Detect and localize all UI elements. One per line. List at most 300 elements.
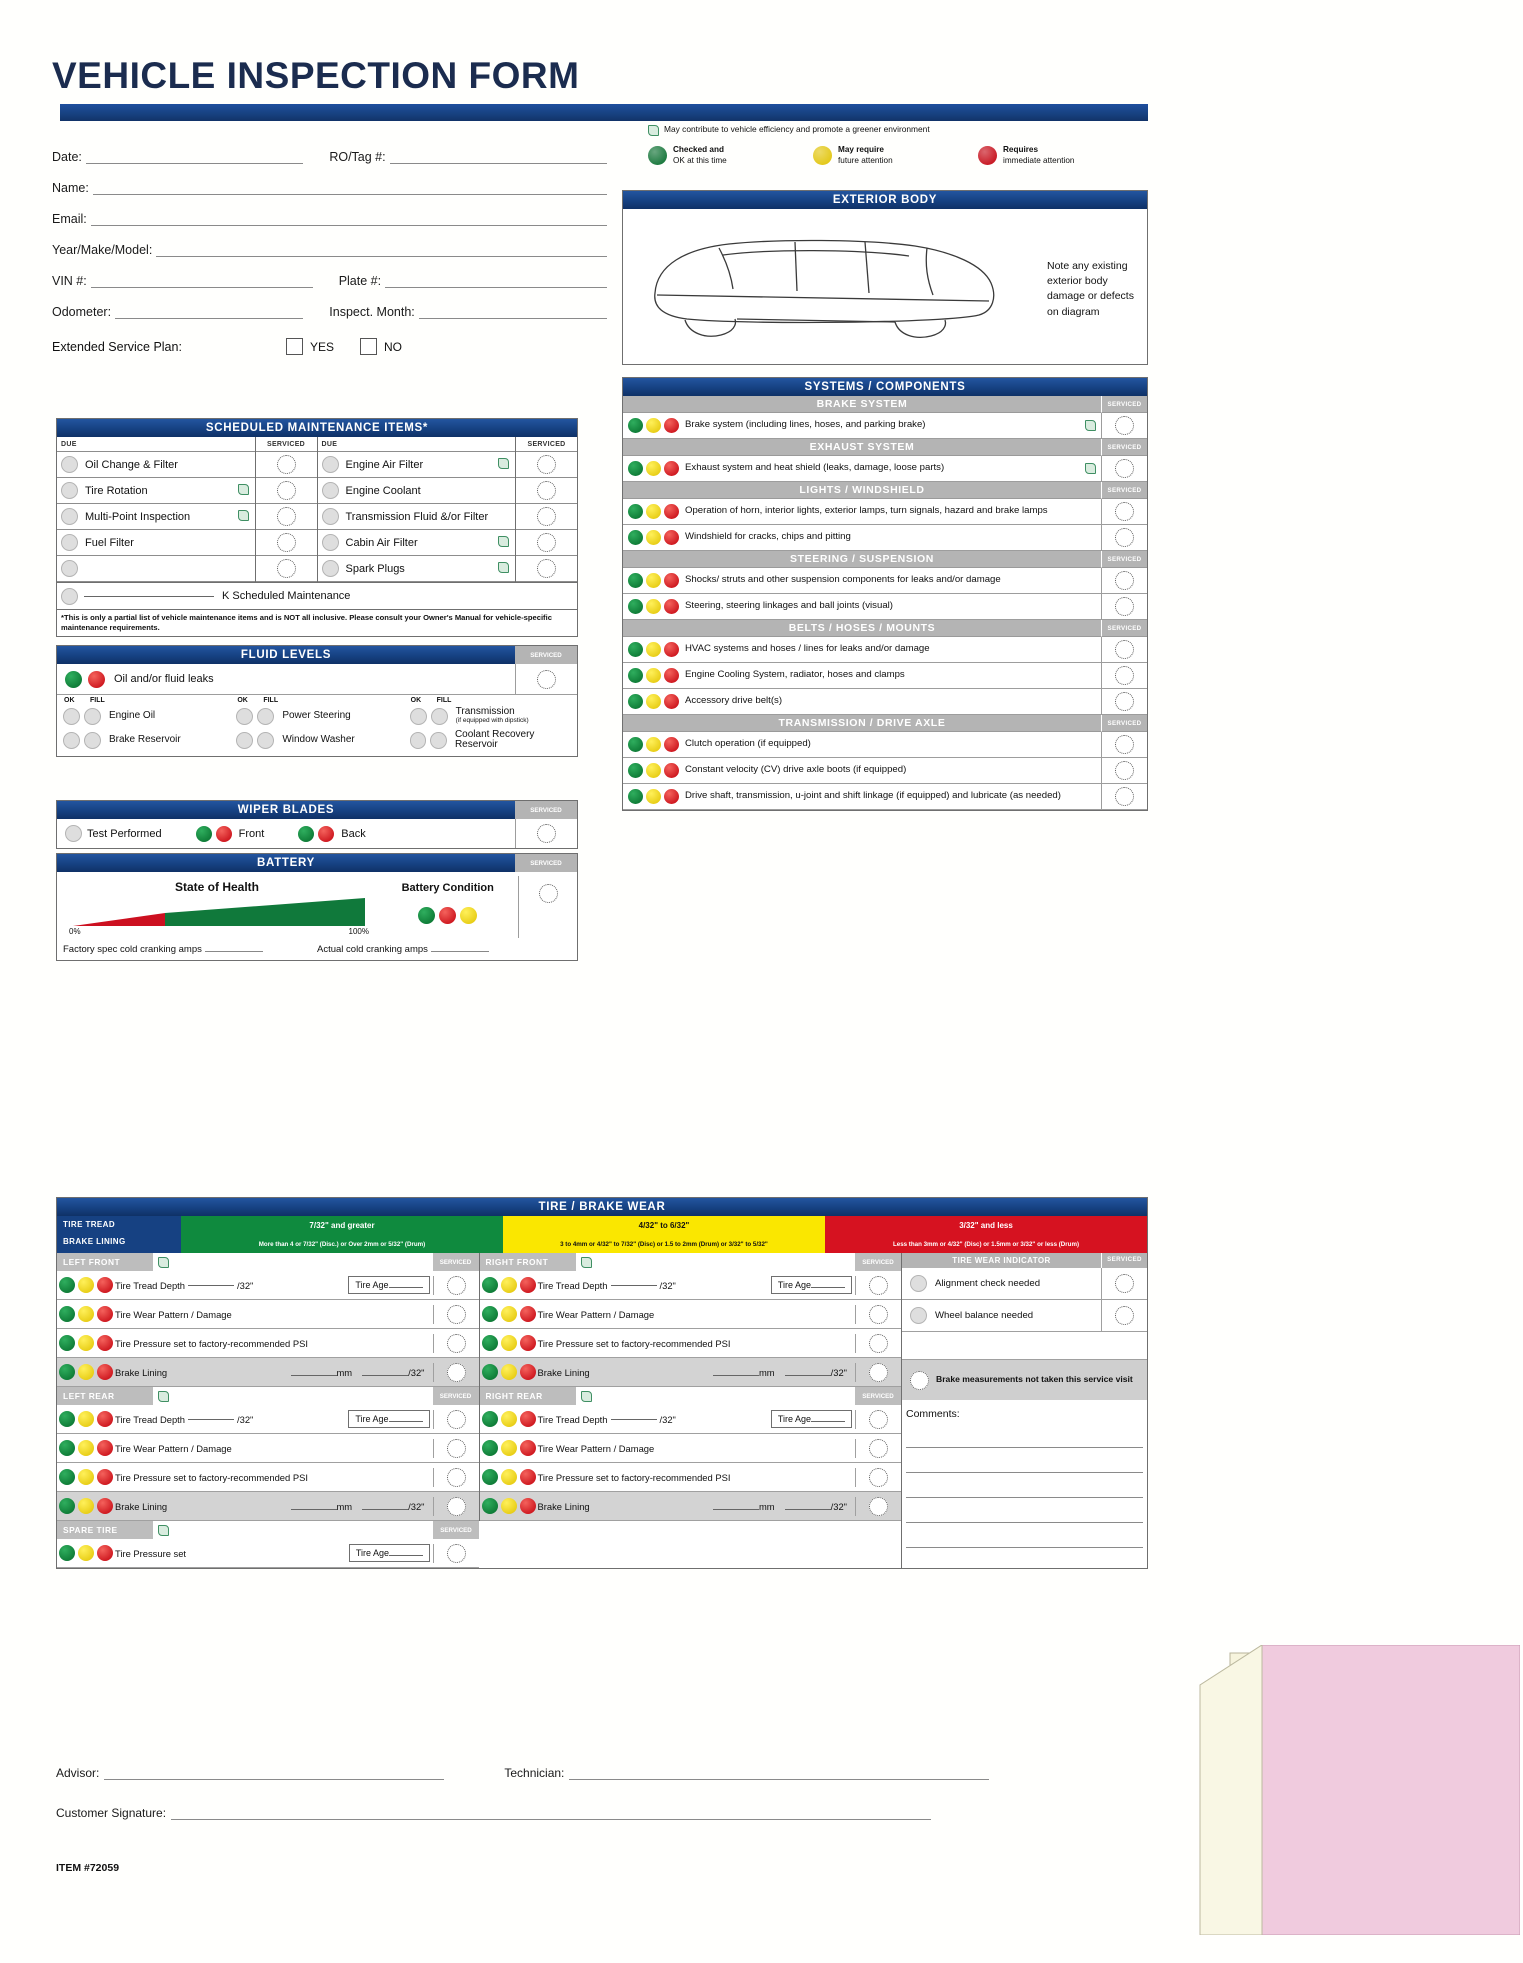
serviced-cell[interactable] [256, 478, 317, 504]
serviced-cell[interactable] [516, 556, 577, 582]
serviced-circle[interactable] [1115, 787, 1134, 806]
serviced-circle[interactable] [869, 1497, 888, 1516]
carbon-copy-corner [1190, 1645, 1520, 1935]
serviced-circle[interactable] [447, 1410, 466, 1429]
green-dot[interactable] [59, 1440, 75, 1456]
ok-circle[interactable] [410, 708, 427, 725]
red-dot[interactable] [520, 1306, 536, 1322]
red-dot[interactable] [664, 668, 679, 683]
yellow-dot[interactable] [646, 504, 661, 519]
battery-serviced-cell[interactable] [518, 876, 577, 938]
green-dot[interactable] [628, 461, 643, 476]
serviced-circle[interactable] [537, 824, 556, 843]
serviced-circle[interactable] [1115, 597, 1134, 616]
yellow-dot[interactable] [646, 599, 661, 614]
comments-line[interactable] [906, 1473, 1143, 1498]
red-dot[interactable] [520, 1277, 536, 1293]
wiper-front-label: Front [238, 827, 265, 840]
item-check-circle[interactable] [61, 482, 78, 499]
fluid-label-wrap [456, 707, 529, 724]
serviced-circle[interactable] [1115, 459, 1134, 478]
serviced-cell[interactable] [256, 504, 317, 530]
red-dot[interactable] [97, 1411, 113, 1427]
ok-circle[interactable] [410, 732, 427, 749]
ok-circle[interactable] [236, 732, 253, 749]
systems-row-text: Constant velocity (CV) drive axle boots (if equipped) [685, 764, 907, 776]
systems-row-serviced[interactable] [1101, 594, 1147, 619]
indicator-circle[interactable] [910, 1275, 927, 1292]
serviced-circle[interactable] [869, 1334, 888, 1353]
serviced-circle[interactable] [537, 507, 556, 526]
systems-subsection-name: TRANSMISSION / DRIVE AXLE [623, 715, 1101, 732]
tire-row-serviced[interactable] [433, 1497, 479, 1516]
serviced-circle[interactable] [447, 1363, 466, 1382]
indicator-circle[interactable] [910, 1307, 927, 1324]
item-check-circle[interactable] [61, 456, 78, 473]
green-dot[interactable] [628, 530, 643, 545]
serviced-circle[interactable] [447, 1305, 466, 1324]
yellow-dot[interactable] [78, 1498, 94, 1514]
green-dot[interactable] [59, 1364, 75, 1380]
serviced-circle[interactable] [869, 1305, 888, 1324]
tire-age-box[interactable] [348, 1410, 429, 1428]
factory-amps-input[interactable] [205, 951, 263, 952]
car-diagram[interactable] [627, 215, 1047, 360]
serviced-circle[interactable] [1115, 735, 1134, 754]
ok-circle[interactable] [236, 708, 253, 725]
serviced-circle[interactable] [869, 1439, 888, 1458]
lining-32-input[interactable] [785, 1509, 831, 1510]
serviced-circle[interactable] [537, 533, 556, 552]
red-dot[interactable] [97, 1335, 113, 1351]
systems-row-serviced[interactable] [1101, 568, 1147, 593]
green-dot[interactable] [628, 737, 643, 752]
item-check-circle[interactable] [61, 560, 78, 577]
serviced-circle[interactable] [1115, 1306, 1134, 1325]
red-dot[interactable] [664, 599, 679, 614]
lining-mm-input[interactable] [713, 1375, 759, 1376]
serviced-circle[interactable] [277, 481, 296, 500]
tire-row-serviced[interactable] [433, 1334, 479, 1353]
green-dot[interactable] [628, 642, 643, 657]
green-dot[interactable] [59, 1498, 75, 1514]
scheduled-maintenance-item [57, 452, 255, 478]
tread-depth-input[interactable] [611, 1419, 657, 1420]
tire-row-serviced[interactable] [433, 1439, 479, 1458]
serviced-circle[interactable] [1115, 761, 1134, 780]
advisor-label: Advisor: [56, 1766, 100, 1780]
systems-row-serviced[interactable] [1101, 456, 1147, 481]
tire-row-serviced[interactable] [433, 1468, 479, 1487]
tire-row-serviced[interactable] [855, 1410, 901, 1429]
tire-row [480, 1329, 902, 1358]
green-dot[interactable] [628, 668, 643, 683]
green-dot[interactable] [482, 1364, 498, 1380]
field-input[interactable] [156, 244, 607, 257]
serviced-circle[interactable] [539, 884, 558, 903]
tire-row-serviced[interactable] [855, 1439, 901, 1458]
serviced-cell[interactable] [516, 530, 577, 556]
comments-line[interactable] [906, 1523, 1143, 1548]
green-dot[interactable] [59, 1335, 75, 1351]
green-dot[interactable] [59, 1545, 75, 1561]
spare-tire-age-box[interactable] [349, 1544, 430, 1562]
tread-depth-input[interactable] [188, 1285, 234, 1286]
red-dot[interactable] [216, 826, 232, 842]
tire-row-label: Brake Lining [537, 1500, 590, 1512]
serviced-circle[interactable] [277, 507, 296, 526]
green-dot[interactable] [482, 1335, 498, 1351]
systems-row-serviced[interactable] [1101, 499, 1147, 524]
serviced-circle[interactable] [1115, 692, 1134, 711]
systems-row-serviced[interactable] [1101, 732, 1147, 757]
factory-amps-field [63, 944, 317, 955]
ok-circle[interactable] [63, 708, 80, 725]
red-dot[interactable] [97, 1545, 113, 1561]
red-dot[interactable] [520, 1440, 536, 1456]
esp-yes-label: YES [310, 339, 335, 354]
green-dot[interactable] [628, 789, 643, 804]
red-dot[interactable] [520, 1335, 536, 1351]
tire-quadrant [57, 1387, 480, 1521]
technician-input[interactable] [569, 1767, 989, 1780]
tire-row-serviced[interactable] [855, 1363, 901, 1382]
ok-header: OK [237, 697, 248, 704]
red-dot[interactable] [664, 418, 679, 433]
tread-depth-input[interactable] [188, 1419, 234, 1420]
yellow-dot[interactable] [501, 1411, 517, 1427]
fluid-levels-header: FLUID LEVELS [57, 646, 515, 664]
red-dot[interactable] [97, 1440, 113, 1456]
red-dot[interactable] [97, 1364, 113, 1380]
scheduled-maintenance-full-row [57, 582, 577, 609]
k-value-input[interactable] [84, 596, 214, 597]
green-dot[interactable] [628, 694, 643, 709]
green-dot[interactable] [628, 418, 643, 433]
red-dot[interactable] [97, 1306, 113, 1322]
yellow-dot[interactable] [460, 907, 477, 924]
red-dot[interactable] [664, 461, 679, 476]
yellow-dot[interactable] [646, 642, 661, 657]
yellow-dot[interactable] [78, 1306, 94, 1322]
systems-row-serviced[interactable] [1101, 758, 1147, 783]
serviced-circle[interactable] [1115, 528, 1134, 547]
yellow-dot[interactable] [501, 1364, 517, 1380]
serviced-circle[interactable] [447, 1497, 466, 1516]
comments-line[interactable] [906, 1498, 1143, 1523]
green-dot[interactable] [628, 573, 643, 588]
green-dot[interactable] [482, 1277, 498, 1293]
red-dot[interactable] [664, 504, 679, 519]
serviced-cell[interactable] [516, 478, 577, 504]
field-input-secondary[interactable] [419, 306, 607, 319]
fill-circle[interactable] [431, 708, 448, 725]
indicator-serviced[interactable] [1101, 1300, 1147, 1332]
wiper-test-circle[interactable] [65, 825, 82, 842]
serviced-cell[interactable] [256, 452, 317, 478]
field-input-secondary[interactable] [385, 275, 607, 288]
green-dot[interactable] [59, 1306, 75, 1322]
systems-row-serviced[interactable] [1101, 784, 1147, 809]
fluid-label-wrap [455, 730, 577, 751]
yellow-dot[interactable] [501, 1440, 517, 1456]
lining-32-input[interactable] [362, 1375, 408, 1376]
yellow-dot[interactable] [646, 530, 661, 545]
fill-circle[interactable] [257, 708, 274, 725]
item-check-circle[interactable] [322, 482, 339, 499]
item-check-circle[interactable] [322, 508, 339, 525]
spare-tire-quadrant [57, 1521, 479, 1568]
tire-row-serviced[interactable] [433, 1363, 479, 1382]
serviced-circle[interactable] [1115, 1274, 1134, 1293]
yellow-dot[interactable] [78, 1277, 94, 1293]
field-label: Date: [52, 150, 82, 164]
serviced-cell[interactable] [516, 452, 577, 478]
yellow-dot[interactable] [646, 789, 661, 804]
serviced-circle[interactable] [1115, 416, 1134, 435]
advisor-input[interactable] [104, 1767, 444, 1780]
yellow-dot[interactable] [78, 1411, 94, 1427]
green-dot[interactable] [298, 826, 314, 842]
customer-signature-input[interactable] [171, 1807, 931, 1820]
field-input-secondary[interactable] [390, 151, 607, 164]
systems-body [623, 396, 1147, 810]
tire-row-serviced[interactable] [433, 1276, 479, 1295]
serviced-circle[interactable] [537, 481, 556, 500]
spare-serviced[interactable] [433, 1544, 479, 1563]
green-dot[interactable] [59, 1411, 75, 1427]
red-dot[interactable] [520, 1469, 536, 1485]
field-input[interactable] [91, 275, 313, 288]
item-check-circle[interactable] [322, 560, 339, 577]
field-label: Email: [52, 212, 87, 226]
serviced-cell[interactable] [516, 504, 577, 530]
tire-row-serviced[interactable] [433, 1305, 479, 1324]
tire-row-serviced[interactable] [855, 1276, 901, 1295]
serviced-circle[interactable] [277, 455, 296, 474]
serviced-circle[interactable] [869, 1410, 888, 1429]
tire-row-serviced[interactable] [855, 1305, 901, 1324]
serviced-circle[interactable] [869, 1363, 888, 1382]
yellow-dot[interactable] [78, 1545, 94, 1561]
leaf-icon [158, 1257, 169, 1268]
actual-amps-input[interactable] [431, 951, 489, 952]
fill-circle[interactable] [84, 708, 101, 725]
green-dot[interactable] [628, 763, 643, 778]
item-check-circle[interactable] [322, 456, 339, 473]
field-input[interactable] [93, 182, 607, 195]
systems-row-text: Windshield for cracks, chips and pitting [685, 531, 851, 543]
yellow-dot[interactable] [78, 1335, 94, 1351]
wiper-serviced-header: SERVICED [515, 801, 577, 819]
serviced-cell[interactable] [256, 530, 317, 556]
serviced-circle[interactable] [1115, 666, 1134, 685]
fill-circle[interactable] [430, 732, 447, 749]
tire-row-serviced[interactable] [855, 1497, 901, 1516]
tire-age-box[interactable] [771, 1410, 852, 1428]
green-dot[interactable] [482, 1440, 498, 1456]
tire-row-serviced[interactable] [855, 1334, 901, 1353]
yellow-dot[interactable] [646, 694, 661, 709]
yellow-dot[interactable] [646, 737, 661, 752]
red-dot[interactable] [520, 1364, 536, 1380]
red-dot[interactable] [97, 1277, 113, 1293]
fluid-groups [57, 694, 577, 756]
systems-row-serviced[interactable] [1101, 525, 1147, 550]
wiper-serviced-cell[interactable] [515, 819, 577, 848]
green-dot[interactable] [59, 1469, 75, 1485]
green-dot[interactable] [65, 671, 82, 688]
systems-serviced-header: SERVICED [1101, 551, 1147, 568]
tire-wear-indicator-row [902, 1268, 1147, 1300]
fluid-group-header [236, 697, 403, 704]
tire-age-box[interactable] [771, 1276, 852, 1294]
green-dot[interactable] [482, 1469, 498, 1485]
tire-brake-wear-header: TIRE / BRAKE WEAR [57, 1198, 1147, 1216]
green-dot[interactable] [482, 1306, 498, 1322]
red-dot[interactable] [520, 1411, 536, 1427]
esp-yes-checkbox[interactable] [286, 338, 303, 355]
tire-row-serviced[interactable] [433, 1410, 479, 1429]
red-dot[interactable] [664, 530, 679, 545]
tire-age-input[interactable] [811, 1421, 845, 1422]
yellow-dot[interactable] [646, 418, 661, 433]
item-check-circle[interactable] [61, 588, 78, 605]
red-dot[interactable] [664, 763, 679, 778]
systems-row-text: Operation of horn, interior lights, exterior lamps, turn signals, hazard and brake lamps [685, 505, 1048, 517]
green-dot[interactable] [628, 504, 643, 519]
lining-32-input[interactable] [785, 1375, 831, 1376]
tire-age-input[interactable] [389, 1421, 423, 1422]
tire-row-label: Tire Wear Pattern / Damage [115, 1308, 232, 1320]
fluid-serviced-cell[interactable] [515, 664, 577, 694]
serviced-cell[interactable] [256, 556, 317, 582]
red-dot[interactable] [439, 907, 456, 924]
yellow-dot[interactable] [646, 573, 661, 588]
lining-mm-input[interactable] [291, 1509, 337, 1510]
green-dot[interactable] [196, 826, 212, 842]
leaf-icon [498, 562, 509, 573]
state-of-health-gauge [69, 896, 369, 938]
red-dot[interactable] [88, 671, 105, 688]
red-dot[interactable] [97, 1498, 113, 1514]
fill-circle[interactable] [84, 732, 101, 749]
serviced-circle[interactable] [447, 1544, 466, 1563]
yellow-dot[interactable] [646, 763, 661, 778]
field-input[interactable] [86, 151, 303, 164]
red-dot[interactable] [97, 1469, 113, 1485]
red-dot[interactable] [664, 642, 679, 657]
item-check-circle[interactable] [61, 508, 78, 525]
red-dot[interactable] [520, 1498, 536, 1514]
systems-row-serviced[interactable] [1101, 663, 1147, 688]
item-check-circle[interactable] [322, 534, 339, 551]
comments-line[interactable] [906, 1423, 1143, 1448]
green-dot[interactable] [59, 1277, 75, 1293]
yellow-dot[interactable] [78, 1440, 94, 1456]
serviced-circle[interactable] [1115, 502, 1134, 521]
serviced-circle[interactable] [537, 559, 556, 578]
tire-row-serviced[interactable] [855, 1468, 901, 1487]
scheduled-maintenance-item [318, 556, 516, 582]
yellow-dot[interactable] [501, 1277, 517, 1293]
red-dot[interactable] [318, 826, 334, 842]
tire-age-input[interactable] [811, 1287, 845, 1288]
red-dot[interactable] [664, 573, 679, 588]
yellow-dot[interactable] [501, 1498, 517, 1514]
red-dot[interactable] [664, 694, 679, 709]
scheduled-maintenance-item [57, 478, 255, 504]
tire-quadrants [57, 1253, 901, 1568]
fill-header: FILL [263, 697, 279, 704]
yellow-dot[interactable] [646, 461, 661, 476]
green-dot[interactable] [482, 1498, 498, 1514]
serviced-circle[interactable] [1115, 571, 1134, 590]
serviced-circle[interactable] [869, 1276, 888, 1295]
yellow-dot[interactable] [646, 668, 661, 683]
tire-age-box[interactable] [348, 1276, 429, 1294]
tread-depth-input[interactable] [611, 1285, 657, 1286]
systems-serviced-header: SERVICED [1101, 620, 1147, 637]
green-dot[interactable] [418, 907, 435, 924]
systems-row-serviced[interactable] [1101, 413, 1147, 438]
tire-age-input[interactable] [389, 1555, 423, 1556]
serviced-circle[interactable] [869, 1468, 888, 1487]
serviced-circle[interactable] [277, 559, 296, 578]
systems-row [623, 758, 1147, 784]
indicator-serviced[interactable] [1101, 1268, 1147, 1300]
serviced-circle[interactable] [537, 670, 556, 689]
serviced-circle[interactable] [277, 533, 296, 552]
lining-mm-input[interactable] [291, 1375, 337, 1376]
item-check-circle[interactable] [61, 534, 78, 551]
comments-line[interactable] [906, 1448, 1143, 1473]
red-dot[interactable] [664, 737, 679, 752]
serviced-circle[interactable] [447, 1468, 466, 1487]
systems-row [623, 594, 1147, 620]
yellow-dot[interactable] [501, 1306, 517, 1322]
yellow-dot[interactable] [501, 1469, 517, 1485]
red-dot[interactable] [664, 789, 679, 804]
ok-circle[interactable] [63, 732, 80, 749]
serviced-circle[interactable] [1115, 640, 1134, 659]
serviced-circle[interactable] [447, 1276, 466, 1295]
tire-brake-key-band-red [825, 1216, 1147, 1253]
serviced-circle[interactable] [447, 1334, 466, 1353]
serviced-circle[interactable] [537, 455, 556, 474]
fluid-leak-row [57, 664, 515, 694]
tire-age-input[interactable] [389, 1287, 423, 1288]
systems-row-serviced[interactable] [1101, 689, 1147, 714]
note-circle[interactable] [910, 1371, 929, 1390]
fluid-label: Window Washer [282, 733, 355, 745]
item-leaf-wrap [498, 536, 515, 550]
serviced-circle[interactable] [447, 1439, 466, 1458]
systems-row-leaf [1079, 456, 1101, 481]
field-input[interactable] [91, 213, 607, 226]
yellow-dot[interactable] [501, 1335, 517, 1351]
yellow-dot[interactable] [78, 1469, 94, 1485]
esp-no-checkbox[interactable] [360, 338, 377, 355]
fill-circle[interactable] [257, 732, 274, 749]
systems-row-serviced[interactable] [1101, 637, 1147, 662]
green-dot[interactable] [482, 1411, 498, 1427]
yellow-dot[interactable] [78, 1364, 94, 1380]
green-dot[interactable] [628, 599, 643, 614]
field-input[interactable] [115, 306, 303, 319]
lining-mm-input[interactable] [713, 1509, 759, 1510]
lining-32-input[interactable] [362, 1509, 408, 1510]
